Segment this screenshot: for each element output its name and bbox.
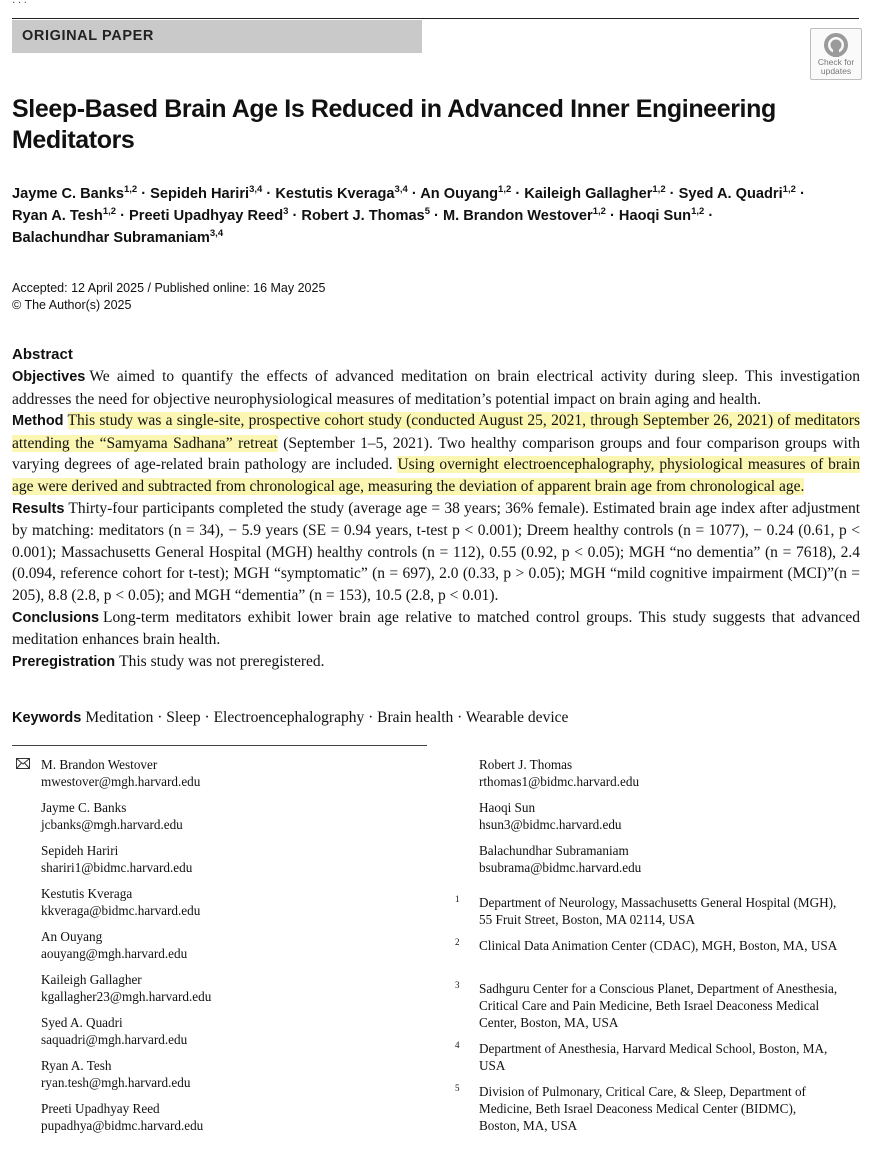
contact-entry — [479, 842, 641, 876]
author[interactable]: Syed A. Quadri$^{1,2}$ — [678, 184, 796, 202]
keywords — [12, 709, 568, 727]
abstract-conclusions: Conclusions Long-term meditators exhibit lower brain age relative to matched control groups. This study suggests that advanced meditation enhances brain health. — [12, 608, 860, 649]
author[interactable]: Sepideh Hariri$^{3,4}$ — [150, 184, 263, 202]
contact-entry — [41, 756, 200, 790]
author[interactable]: Ryan A. Tesh$^{1,2}$ — [12, 206, 117, 224]
abstract-body — [12, 366, 860, 673]
abstract-preregistration: Preregistration This study was not preregistered. — [12, 652, 325, 670]
affiliation-text: Sadhguru Center for a Conscious Planet, Department of Anesthesia, Critical Care and Pain Medicine, Beth Israel Deaconess Medical Center, Boston, MA, USA — [479, 981, 838, 1030]
contact-name: Kaileigh Gallagher — [41, 972, 142, 987]
contact-email[interactable]: hsun3@bidmc.harvard.edu — [479, 817, 622, 832]
contact-name: M. Brandon Westover — [41, 757, 158, 772]
author[interactable]: An Ouyang$^{1,2}$ — [420, 184, 512, 202]
contact-email[interactable]: bsubrama@bidmc.harvard.edu — [479, 860, 642, 875]
affiliation-number: 1 — [455, 894, 460, 904]
contact-email[interactable]: rthomas1@bidmc.harvard.edu — [479, 774, 640, 789]
contact-entry — [41, 928, 187, 962]
contact-entry — [479, 756, 639, 790]
affiliation-number: 2 — [455, 937, 460, 947]
copyright-line: © The Author(s) 2025 — [12, 298, 132, 312]
affiliation-number: 5 — [455, 1083, 460, 1093]
author[interactable]: Kestutis Kveraga$^{3,4}$ — [275, 184, 408, 202]
contact-email[interactable]: pupadhya@bidmc.harvard.edu — [41, 1118, 204, 1133]
envelope-icon — [16, 758, 30, 769]
contact-email[interactable]: jcbanks@mgh.harvard.edu — [41, 817, 183, 832]
author[interactable]: Jayme C. Banks$^{1,2}$ — [12, 184, 138, 202]
check-for-updates-line1: Check for — [817, 57, 855, 67]
author-list: Jayme C. Banks$^{1,2}$ · Sepideh Hariri$^{3,4}$ · Kestutis Kveraga$^{3,4}$ · An Ouyang$^{1,2}$ · Kaileigh Gallagher$^{1,2}$ · Syed A. Quadri$^{1,2}$ · Ryan A. Tesh$^{1,2}$ · Preeti Upadhyay Reed$^3$ · Robert J. Thomas$^5$ · M. Brandon Westover$^{1,2}$ · Haoqi Sun$^{1,2}$ · Balachundhar Subramaniam$^{3,4}$ — [12, 184, 805, 246]
crossmark-icon — [823, 32, 849, 58]
abstract-heading: Abstract — [12, 346, 73, 363]
contact-name: Kestutis Kveraga — [41, 886, 133, 901]
contact-entry — [41, 971, 211, 1005]
top-header-fragment: · · · — [12, 0, 27, 8]
highlight: This study was a single-site, prospective cohort study (conducted August 25, 2021, through September 26, 2021) of meditators attending the “Samyama Sadhana” retreat — [12, 412, 860, 452]
check-for-updates-badge[interactable] — [810, 28, 862, 80]
contact-email[interactable]: kgallagher23@mgh.harvard.edu — [41, 989, 212, 1004]
contact-entry — [41, 885, 200, 919]
contact-name: Haoqi Sun — [479, 800, 536, 815]
contact-email[interactable]: ryan.tesh@mgh.harvard.edu — [41, 1075, 191, 1090]
check-for-updates-line2: updates — [820, 66, 852, 76]
article-type-label: ORIGINAL PAPER — [22, 28, 154, 44]
article-type-banner — [12, 20, 422, 53]
header-rule — [12, 18, 859, 19]
contact-email[interactable]: kkveraga@bidmc.harvard.edu — [41, 903, 201, 918]
footnote-divider — [12, 745, 427, 746]
contact-email[interactable]: shariri1@bidmc.harvard.edu — [41, 860, 193, 875]
contact-name: Preeti Upadhyay Reed — [41, 1101, 160, 1116]
contact-entry — [41, 1014, 187, 1048]
contact-name: Ryan A. Tesh — [41, 1058, 112, 1073]
contact-email[interactable]: aouyang@mgh.harvard.edu — [41, 946, 188, 961]
contact-name: Robert J. Thomas — [479, 757, 573, 772]
keywords-list: Meditation · Sleep · Electroencephalography · Brain health · Wearable device — [85, 709, 569, 726]
abstract-results: Results Thirty-four participants completed the study (average age = 38 years; 36% female). Estimated brain age index after adjustment by matching: meditators (n = 34), − 5.9 years (SE = 0.94 years, t-test p < 0.001); Dreem healthy controls (n = 1077), − 0.24 (0.61, p < 0.001); Massachusetts General Hospital (MGH) healthy controls (n = 112), 0.55 (0.92, p < 0.05); MGH “no dementia” (n = 7618), 2.4 (0.094, reference cohort for t-test); MGH “symptomatic” (n = 697), 2.0 (0.33, p > 0.05); MGH “mild cognitive impairment (MCI)”(n = 205), 8.8 (2.8, p < 0.05); and MGH “dementia” (n = 153), 10.5 (2.8, p < 0.01). — [12, 499, 860, 604]
contact-entry — [41, 842, 192, 876]
contact-name: Balachundhar Subramaniam — [479, 843, 629, 858]
contact-name: Sepideh Hariri — [41, 843, 119, 858]
affiliation-text: Clinical Data Animation Center (CDAC), MGH, Boston, MA, USA — [479, 938, 838, 953]
contact-name: An Ouyang — [41, 929, 103, 944]
paper-title: Sleep-Based Brain Age Is Reduced in Advanced Inner Engineering Meditators — [12, 95, 776, 154]
author[interactable]: Haoqi Sun$^{1,2}$ — [618, 206, 705, 224]
author[interactable]: Preeti Upadhyay Reed$^3$ — [129, 206, 289, 224]
abstract-objectives: Objectives We aimed to quantify the effects of advanced meditation on brain electrical activity during sleep. This investigation addresses the need for objective neurophysiological measures of meditation’s potential impact on brain aging and health. — [12, 368, 860, 408]
contact-email[interactable]: saquadri@mgh.harvard.edu — [41, 1032, 188, 1047]
affiliation-text: Department of Anesthesia, Harvard Medical School, Boston, MA, USA — [479, 1041, 828, 1073]
highlight: Using overnight electroencephalography, physiological measures of brain age were derived and subtracted from chronological age, measuring the deviation of apparent brain age from chronological age. — [12, 456, 860, 495]
affiliation-text: Division of Pulmonary, Critical Care, & Sleep, Department of Medicine, Beth Israel Deaconess Medical Center (BIDMC), Boston, MA, USA — [479, 1084, 806, 1133]
accepted-published-dates: Accepted: 12 April 2025 / Published online: 16 May 2025 — [12, 281, 326, 295]
affiliation-number: 3 — [455, 980, 460, 990]
abstract-method: Method This study was a single-site, prospective cohort study (conducted August 25, 2021, through September 26, 2021) of meditators attending the “Samyama Sadhana” retreat (September 1–5, 2021). Two healthy comparison groups and four comparison groups with varying degrees of age-related brain pathology are included. Using overnight electroencephalography, physiological measures of brain age were derived and subtracted from chronological age, measuring the deviation of apparent brain age from chronological age. — [12, 412, 860, 495]
author[interactable]: M. Brandon Westover$^{1,2}$ — [442, 206, 606, 224]
contact-email[interactable]: mwestover@mgh.harvard.edu — [41, 774, 201, 789]
publication-dates — [12, 280, 325, 314]
contact-name: Syed A. Quadri — [41, 1015, 123, 1030]
contact-entry — [41, 1057, 190, 1091]
contact-entry — [41, 1100, 203, 1134]
affiliation-text: Department of Neurology, Massachusetts General Hospital (MGH), 55 Fruit Street, Boston, MA 02114, USA — [479, 895, 837, 927]
author[interactable]: Robert J. Thomas$^5$ — [301, 206, 430, 224]
contact-entry — [41, 799, 183, 833]
contact-name: Jayme C. Banks — [41, 800, 127, 815]
affiliation-number: 4 — [455, 1040, 460, 1050]
author[interactable]: Kaileigh Gallagher$^{1,2}$ — [524, 184, 666, 202]
author[interactable]: Balachundhar Subramaniam$^{3,4}$ — [12, 228, 224, 246]
contact-entry — [479, 799, 622, 833]
keywords-label: Keywords — [12, 710, 82, 726]
